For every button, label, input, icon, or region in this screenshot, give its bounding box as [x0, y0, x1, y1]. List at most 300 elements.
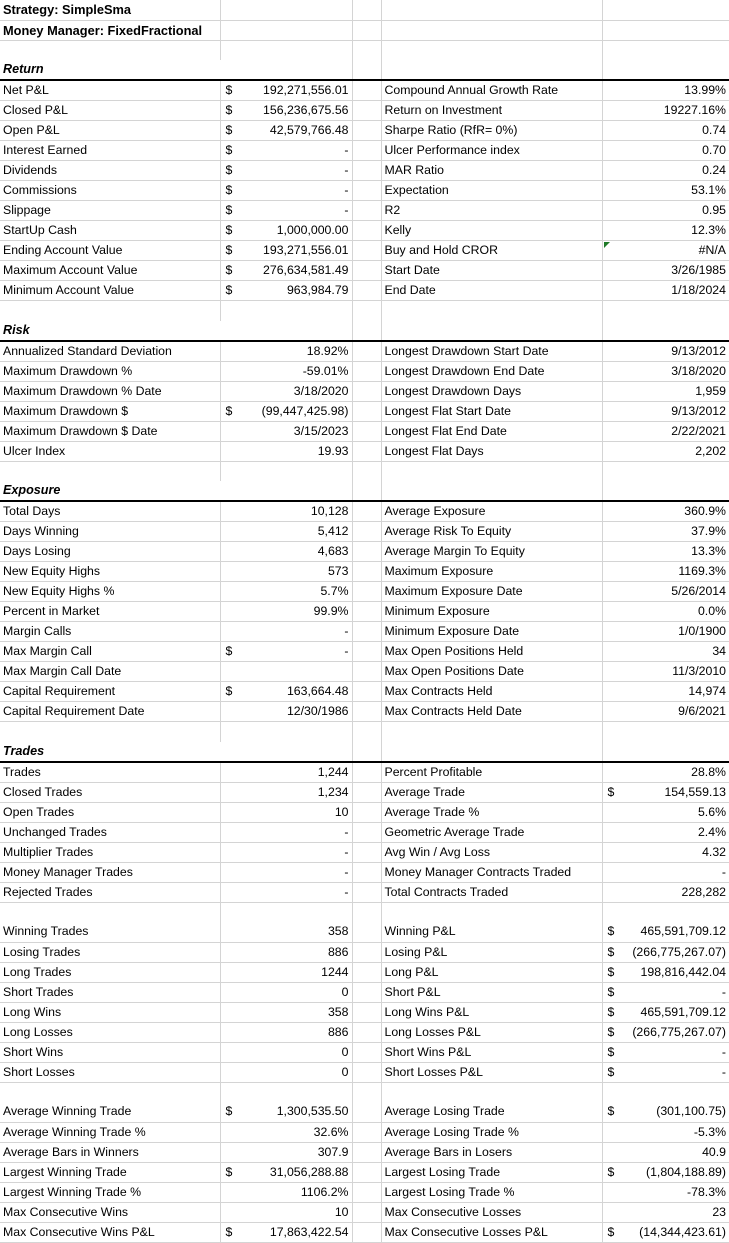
- row-value[interactable]: [602, 842, 729, 862]
- row-value[interactable]: [602, 682, 729, 702]
- row-label: Return on Investment: [381, 101, 602, 121]
- currency-symbol: $: [607, 784, 615, 799]
- row-value[interactable]: [602, 441, 729, 461]
- blank-cell[interactable]: [352, 1102, 381, 1122]
- blank-cell: [602, 722, 729, 742]
- row-value[interactable]: [220, 882, 352, 902]
- cell-value: 0: [341, 1064, 349, 1079]
- spacer-row: [0, 301, 729, 321]
- row-label: Long Losses P&L: [381, 1022, 602, 1042]
- table-row: [0, 441, 729, 461]
- blank-cell: [0, 1082, 220, 1102]
- row-value[interactable]: [602, 1102, 729, 1122]
- cell-value: 886: [327, 1024, 349, 1039]
- row-value[interactable]: [220, 1162, 352, 1182]
- table-row: [0, 261, 729, 281]
- row-label: Average Losing Trade: [381, 1102, 602, 1122]
- blank-cell[interactable]: [602, 0, 729, 20]
- blank-cell[interactable]: [352, 922, 381, 942]
- currency-symbol: $: [607, 924, 615, 938]
- row-value[interactable]: [220, 522, 352, 542]
- row-value[interactable]: [220, 221, 352, 241]
- cell-value: -: [344, 163, 349, 177]
- blank-cell[interactable]: [352, 1222, 381, 1242]
- row-value[interactable]: [602, 80, 729, 101]
- row-value[interactable]: [602, 862, 729, 882]
- blank-cell: [352, 321, 381, 341]
- row-value[interactable]: [602, 522, 729, 542]
- table-row: [0, 341, 729, 362]
- blank-cell: [352, 40, 381, 60]
- row-label: Max Open Positions Date: [381, 662, 602, 682]
- row-value[interactable]: [220, 762, 352, 783]
- cell-value: 1,244: [317, 764, 349, 779]
- row-value[interactable]: [602, 602, 729, 622]
- row-value[interactable]: [602, 962, 729, 982]
- blank-cell[interactable]: [352, 942, 381, 962]
- blank-cell[interactable]: [352, 1042, 381, 1062]
- row-value[interactable]: [220, 922, 352, 942]
- table-row: [0, 101, 729, 121]
- blank-cell[interactable]: [352, 542, 381, 562]
- cell-value: -59.01%: [302, 363, 349, 378]
- row-value[interactable]: [602, 822, 729, 842]
- row-label: Minimum Exposure: [381, 602, 602, 622]
- blank-cell[interactable]: [352, 1202, 381, 1222]
- row-value[interactable]: [220, 141, 352, 161]
- cell-value: (266,775,267.07): [632, 944, 726, 959]
- row-value[interactable]: [220, 181, 352, 201]
- blank-cell: [381, 1082, 602, 1102]
- row-value[interactable]: [602, 662, 729, 682]
- row-value[interactable]: [602, 161, 729, 181]
- table-row: [0, 1042, 729, 1062]
- row-label: Capital Requirement Date: [0, 702, 220, 722]
- cell-value: 53.1%: [691, 183, 726, 197]
- blank-cell[interactable]: [352, 221, 381, 241]
- blank-cell[interactable]: [352, 982, 381, 1002]
- cell-value: 163,664.48: [286, 684, 349, 698]
- cell-value: -: [344, 884, 349, 899]
- blank-cell[interactable]: [220, 20, 352, 40]
- blank-cell[interactable]: [352, 782, 381, 802]
- blank-cell[interactable]: [381, 0, 602, 20]
- row-value[interactable]: [602, 1142, 729, 1162]
- row-label: Max Consecutive Wins: [0, 1202, 220, 1222]
- row-value[interactable]: [220, 642, 352, 662]
- blank-cell[interactable]: [352, 622, 381, 642]
- blank-cell[interactable]: [352, 121, 381, 141]
- table-row: [0, 1162, 729, 1182]
- table-row: [0, 80, 729, 101]
- row-value[interactable]: [602, 381, 729, 401]
- blank-cell[interactable]: [352, 421, 381, 441]
- spacer-row: [0, 902, 729, 922]
- blank-cell[interactable]: [352, 101, 381, 121]
- row-value[interactable]: [220, 421, 352, 441]
- row-value[interactable]: [602, 201, 729, 221]
- row-value[interactable]: [602, 361, 729, 381]
- row-label: Ending Account Value: [0, 241, 220, 261]
- row-value[interactable]: [602, 341, 729, 362]
- blank-cell: [381, 481, 602, 501]
- row-label: R2: [381, 201, 602, 221]
- cell-value: 4.32: [702, 844, 726, 859]
- blank-cell[interactable]: [352, 862, 381, 882]
- blank-cell[interactable]: [352, 341, 381, 362]
- blank-cell[interactable]: [352, 1002, 381, 1022]
- cell-value: 276,634,581.49: [263, 263, 349, 277]
- blank-cell: [220, 742, 352, 762]
- row-value[interactable]: [602, 882, 729, 902]
- row-label: Average Risk To Equity: [381, 522, 602, 542]
- row-label: Capital Requirement: [0, 682, 220, 702]
- strategy-title-row: [0, 0, 729, 20]
- row-value[interactable]: [220, 121, 352, 141]
- blank-cell[interactable]: [352, 602, 381, 622]
- blank-cell[interactable]: [352, 1182, 381, 1202]
- blank-cell[interactable]: [352, 682, 381, 702]
- row-value[interactable]: [220, 501, 352, 522]
- row-label: Long P&L: [381, 962, 602, 982]
- section-title-exposure: Exposure: [0, 481, 220, 501]
- row-value[interactable]: [220, 80, 352, 101]
- row-value[interactable]: [220, 381, 352, 401]
- cell-value: 17,863,422.54: [269, 1224, 349, 1239]
- row-value[interactable]: [602, 802, 729, 822]
- currency-symbol: $: [225, 223, 233, 237]
- cell-value: 0: [341, 1044, 349, 1059]
- row-label: Short Losses: [0, 1062, 220, 1082]
- blank-cell[interactable]: [352, 522, 381, 542]
- blank-cell[interactable]: [352, 962, 381, 982]
- row-value[interactable]: [602, 622, 729, 642]
- row-label: Average Bars in Losers: [381, 1142, 602, 1162]
- blank-cell[interactable]: [352, 181, 381, 201]
- currency-symbol: $: [607, 1044, 615, 1059]
- row-value[interactable]: [602, 221, 729, 241]
- blank-cell[interactable]: [352, 842, 381, 862]
- blank-cell[interactable]: [352, 201, 381, 221]
- blank-cell[interactable]: [352, 562, 381, 582]
- row-label: Max Contracts Held: [381, 682, 602, 702]
- row-label: Unchanged Trades: [0, 822, 220, 842]
- spacer-row: [0, 461, 729, 481]
- row-label: Net P&L: [0, 80, 220, 101]
- row-value[interactable]: [220, 942, 352, 962]
- row-value[interactable]: [602, 501, 729, 522]
- row-value[interactable]: [602, 942, 729, 962]
- blank-cell[interactable]: [602, 20, 729, 40]
- blank-cell: [602, 321, 729, 341]
- cell-value: -: [721, 864, 726, 879]
- table-row: [0, 942, 729, 962]
- row-value[interactable]: [602, 562, 729, 582]
- row-value[interactable]: [220, 802, 352, 822]
- row-value[interactable]: [602, 141, 729, 161]
- cell-value: 192,271,556.01: [263, 83, 349, 97]
- cell-value: (1,804,188.89): [646, 1164, 726, 1179]
- row-label: Longest Drawdown Days: [381, 381, 602, 401]
- cell-value: 4,683: [317, 544, 349, 558]
- cell-value: 0.95: [702, 203, 726, 217]
- row-value[interactable]: [602, 1062, 729, 1082]
- row-value[interactable]: [220, 1222, 352, 1242]
- row-value[interactable]: [220, 161, 352, 181]
- row-value[interactable]: [602, 762, 729, 783]
- row-value[interactable]: [220, 862, 352, 882]
- row-value[interactable]: [602, 121, 729, 141]
- row-value[interactable]: [220, 622, 352, 642]
- blank-cell[interactable]: [352, 281, 381, 301]
- blank-cell: [352, 481, 381, 501]
- row-label: Minimum Exposure Date: [381, 622, 602, 642]
- blank-cell[interactable]: [352, 582, 381, 602]
- table-row: [0, 201, 729, 221]
- row-value[interactable]: [220, 562, 352, 582]
- row-value[interactable]: [602, 1202, 729, 1222]
- table-row: [0, 1142, 729, 1162]
- row-value[interactable]: [602, 1042, 729, 1062]
- row-label: Short Wins: [0, 1042, 220, 1062]
- row-label: Max Margin Call Date: [0, 662, 220, 682]
- row-label: Average Trade: [381, 782, 602, 802]
- row-label: Trades: [0, 762, 220, 783]
- blank-cell[interactable]: [352, 802, 381, 822]
- cell-value: -: [721, 1044, 726, 1059]
- row-value[interactable]: [220, 582, 352, 602]
- row-value[interactable]: [220, 241, 352, 261]
- row-label: Short Wins P&L: [381, 1042, 602, 1062]
- blank-cell[interactable]: [352, 0, 381, 20]
- currency-symbol: $: [225, 243, 233, 257]
- currency-symbol: $: [607, 1064, 615, 1079]
- row-label: Average Margin To Equity: [381, 542, 602, 562]
- row-label: Max Margin Call: [0, 642, 220, 662]
- cell-value: 34: [712, 644, 726, 658]
- row-value[interactable]: [220, 682, 352, 702]
- blank-cell[interactable]: [352, 501, 381, 522]
- row-value[interactable]: [602, 542, 729, 562]
- cell-value: 198,816,442.04: [640, 964, 726, 979]
- cell-value: 14,974: [688, 684, 726, 698]
- row-label: Days Winning: [0, 522, 220, 542]
- blank-cell[interactable]: [220, 0, 352, 20]
- blank-cell: [381, 722, 602, 742]
- row-value[interactable]: [220, 1182, 352, 1202]
- table-row: [0, 181, 729, 201]
- row-label: Winning P&L: [381, 922, 602, 942]
- cell-value: 1,300,535.50: [276, 1104, 349, 1119]
- row-value[interactable]: [602, 702, 729, 722]
- table-row: [0, 862, 729, 882]
- cell-value: 40.9: [702, 1144, 726, 1159]
- blank-cell[interactable]: [352, 1122, 381, 1142]
- row-value[interactable]: [602, 642, 729, 662]
- row-value[interactable]: [602, 982, 729, 1002]
- row-value[interactable]: [220, 982, 352, 1002]
- blank-cell[interactable]: [352, 441, 381, 461]
- blank-cell[interactable]: [352, 261, 381, 281]
- blank-cell[interactable]: [381, 20, 602, 40]
- row-value[interactable]: [220, 261, 352, 281]
- row-value[interactable]: [220, 822, 352, 842]
- row-value[interactable]: [220, 1042, 352, 1062]
- cell-value: 9/13/2012: [671, 343, 726, 358]
- cell-value: 358: [327, 1004, 349, 1019]
- row-value[interactable]: [220, 962, 352, 982]
- row-value[interactable]: [602, 1182, 729, 1202]
- table-row: [0, 1102, 729, 1122]
- row-value[interactable]: [220, 542, 352, 562]
- row-label: Max Consecutive Losses: [381, 1202, 602, 1222]
- row-value[interactable]: [220, 1002, 352, 1022]
- row-value[interactable]: [220, 281, 352, 301]
- blank-cell: [220, 60, 352, 80]
- blank-cell[interactable]: [352, 702, 381, 722]
- cell-value: 3/18/2020: [671, 363, 726, 378]
- section-heading-row: [0, 742, 729, 762]
- blank-cell: [220, 722, 352, 742]
- row-value[interactable]: [220, 1102, 352, 1122]
- table-row: [0, 421, 729, 441]
- row-value[interactable]: [602, 1002, 729, 1022]
- table-row: [0, 161, 729, 181]
- blank-cell: [381, 60, 602, 80]
- row-value[interactable]: [602, 922, 729, 942]
- currency-symbol: $: [607, 1004, 615, 1019]
- row-value[interactable]: [220, 1202, 352, 1222]
- blank-cell: [220, 321, 352, 341]
- row-value[interactable]: [602, 101, 729, 121]
- currency-symbol: $: [225, 1224, 233, 1239]
- row-label: Short P&L: [381, 982, 602, 1002]
- currency-symbol: $: [225, 1164, 233, 1179]
- blank-cell: [220, 1082, 352, 1102]
- row-value[interactable]: [220, 842, 352, 862]
- row-value[interactable]: [602, 421, 729, 441]
- money-manager-title-row: [0, 20, 729, 40]
- row-value[interactable]: [602, 1222, 729, 1242]
- blank-cell[interactable]: [352, 361, 381, 381]
- blank-cell[interactable]: [352, 161, 381, 181]
- row-value[interactable]: [220, 1022, 352, 1042]
- currency-symbol: $: [225, 1104, 233, 1118]
- table-row: [0, 281, 729, 301]
- blank-cell: [381, 40, 602, 60]
- row-label: End Date: [381, 281, 602, 301]
- cell-value: (266,775,267.07): [632, 1024, 726, 1039]
- blank-cell[interactable]: [352, 662, 381, 682]
- blank-cell: [602, 301, 729, 321]
- blank-cell[interactable]: [352, 1162, 381, 1182]
- cell-value: 10,128: [310, 504, 349, 518]
- cell-value: -5.3%: [693, 1124, 726, 1139]
- row-value[interactable]: [602, 281, 729, 301]
- blank-cell[interactable]: [352, 1022, 381, 1042]
- row-value[interactable]: [220, 702, 352, 722]
- cell-value: -: [344, 824, 349, 839]
- blank-cell: [0, 301, 220, 321]
- row-value[interactable]: [602, 1162, 729, 1182]
- cell-value: 154,559.13: [664, 784, 726, 799]
- blank-cell[interactable]: [352, 822, 381, 842]
- blank-cell: [602, 902, 729, 922]
- cell-value: -78.3%: [687, 1184, 726, 1199]
- cell-value: -: [344, 624, 349, 638]
- cell-value: 11/3/2010: [672, 664, 726, 678]
- row-value[interactable]: [220, 401, 352, 421]
- row-value[interactable]: [220, 361, 352, 381]
- cell-value: 358: [327, 924, 349, 939]
- section-title-risk: Risk: [0, 321, 220, 341]
- blank-cell[interactable]: [352, 241, 381, 261]
- row-label: Money Manager Contracts Traded: [381, 862, 602, 882]
- cell-value: 1/18/2024: [671, 283, 726, 297]
- blank-cell[interactable]: [352, 1142, 381, 1162]
- cell-value: 5/26/2014: [671, 584, 726, 598]
- row-value[interactable]: [602, 582, 729, 602]
- cell-value: -: [344, 143, 349, 157]
- cell-value: 2/22/2021: [671, 423, 726, 438]
- currency-symbol: $: [225, 183, 233, 197]
- blank-cell: [602, 1082, 729, 1102]
- row-label: Largest Winning Trade %: [0, 1182, 220, 1202]
- table-row: [0, 1002, 729, 1022]
- cell-value: 2,202: [695, 443, 726, 458]
- row-label: Ulcer Index: [0, 441, 220, 461]
- table-row: [0, 962, 729, 982]
- row-value[interactable]: [602, 261, 729, 281]
- table-row: [0, 842, 729, 862]
- row-value[interactable]: [220, 101, 352, 121]
- row-value[interactable]: [220, 662, 352, 682]
- blank-cell[interactable]: [352, 882, 381, 902]
- row-label: Interest Earned: [0, 141, 220, 161]
- blank-cell[interactable]: [352, 642, 381, 662]
- row-value[interactable]: [602, 401, 729, 421]
- row-value[interactable]: [220, 602, 352, 622]
- blank-cell[interactable]: [352, 401, 381, 421]
- blank-cell: [381, 461, 602, 481]
- cell-value: 0.70: [702, 143, 726, 157]
- cell-value: 573: [327, 564, 349, 578]
- row-value[interactable]: [220, 1142, 352, 1162]
- row-label: Max Open Positions Held: [381, 642, 602, 662]
- row-value[interactable]: [602, 241, 729, 261]
- blank-cell[interactable]: [352, 762, 381, 783]
- row-value[interactable]: [602, 782, 729, 802]
- row-value[interactable]: [220, 1062, 352, 1082]
- row-label: Average Exposure: [381, 501, 602, 522]
- row-value[interactable]: [220, 201, 352, 221]
- row-value[interactable]: [220, 341, 352, 362]
- blank-cell[interactable]: [352, 20, 381, 40]
- blank-cell[interactable]: [352, 381, 381, 401]
- blank-cell[interactable]: [352, 80, 381, 101]
- table-row: [0, 922, 729, 942]
- row-value[interactable]: [220, 1122, 352, 1142]
- currency-symbol: $: [225, 83, 233, 97]
- row-value[interactable]: [602, 1022, 729, 1042]
- row-value[interactable]: [220, 441, 352, 461]
- row-value[interactable]: [220, 782, 352, 802]
- table-row: [0, 121, 729, 141]
- blank-cell[interactable]: [352, 1062, 381, 1082]
- row-value[interactable]: [602, 181, 729, 201]
- row-value[interactable]: [602, 1122, 729, 1142]
- blank-cell[interactable]: [352, 141, 381, 161]
